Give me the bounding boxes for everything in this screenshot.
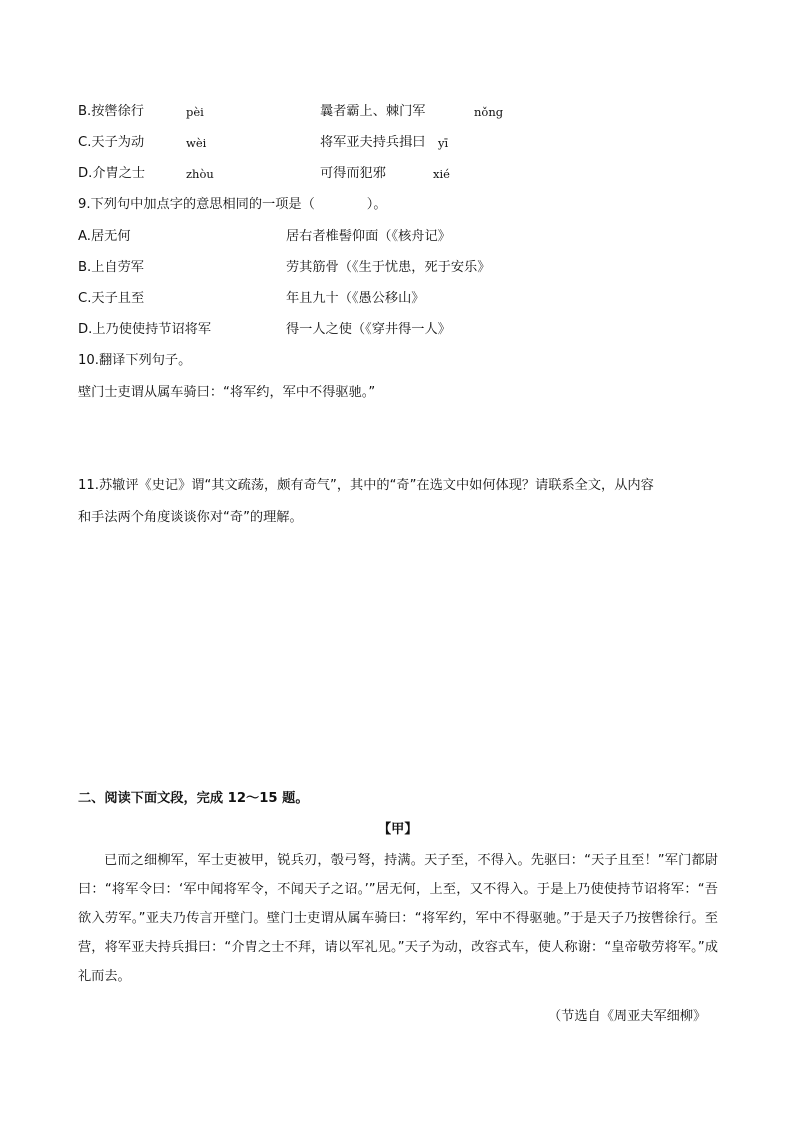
passage-text: 已而之细柳军，军士吏被甲，锐兵刃，彀弓弩，持满。天子至，不得入。先驱曰：“天子且至！”军门都尉曰：“将军令曰：‘军中闻将军令，不闻天子之诏。’”居无何，上至，又不得入。于是上乃使使持节诏将军：“吾欲入劳军。”亚夫乃传言开壁门。壁门士吏谓从属车骑曰：“将军约，军中不得驱驰。”于是天子乃按辔徐行。至营，将军亚夫持兵揖曰：“介胄之士不拜，请以军礼见。”天子为动，改容式车，使人称谢：“皇帝敬劳将军。”成礼而去。 xyxy=(78,853,718,984)
q10-sentence: 壁门士吏谓从属车骑曰：“将军约，军中不得驱驰。” xyxy=(78,385,376,400)
q9-option-a-compare: 居右者椎髻仰面（《核舟记》 xyxy=(286,229,451,244)
q9-option-b-compare: 劳其筋骨（《生于忧患，死于安乐》 xyxy=(286,260,491,275)
q8-option-b-pinyin1: pèi xyxy=(186,105,204,119)
q9-option-c-label: C.天子且至 xyxy=(78,291,145,306)
q9-option-a-label: A.居无何 xyxy=(78,229,131,244)
q8-option-c-pinyin1: wèi xyxy=(186,136,207,150)
passage-source: （节选自《周亚夫军细柳》 xyxy=(548,1009,707,1024)
q8-option-c-phrase2: 将军亚夫持兵揖曰 xyxy=(320,135,426,150)
q9-option-d-label: D.上乃使使持节诏将军 xyxy=(78,322,212,337)
q11-stem-line2: 和手法两个角度谈谈你对“奇”的理解。 xyxy=(78,510,303,525)
q9-option-d-compare: 得一人之使（《穿井得一人》 xyxy=(286,322,451,337)
q10-stem: 10.翻译下列句子。 xyxy=(78,353,192,368)
q8-option-d-pinyin2: xié xyxy=(433,167,450,181)
section2-heading: 二、阅读下面文段，完成 12～15 题。 xyxy=(78,791,309,806)
q8-option-b-label: B.按辔徐行 xyxy=(78,104,144,119)
q8-option-b-phrase2: 曩者霸上、棘门军 xyxy=(320,104,426,119)
q9-option-b-label: B.上自劳军 xyxy=(78,260,144,275)
q8-option-d-label: D.介胄之士 xyxy=(78,166,146,181)
q8-option-c-label: C.天子为动 xyxy=(78,135,145,150)
passage-title: 【甲】 xyxy=(378,822,418,837)
q8-option-d-pinyin1: zhòu xyxy=(186,167,214,181)
q9-option-c-compare: 年且九十（《愚公移山》 xyxy=(286,291,425,306)
q9-stem: 9.下列句中加点字的意思相同的一项是（ ）。 xyxy=(78,197,387,212)
q8-option-d-phrase2: 可得而犯邪 xyxy=(320,166,386,181)
q8-option-b-pinyin2: nǒng xyxy=(474,105,504,119)
q8-option-c-pinyin2: yī xyxy=(438,136,449,150)
q11-stem-line1: 11.苏辙评《史记》谓“其文疏荡，颇有奇气”，其中的“奇”在选文中如何体现？请联系全文，从内容 xyxy=(78,478,654,493)
